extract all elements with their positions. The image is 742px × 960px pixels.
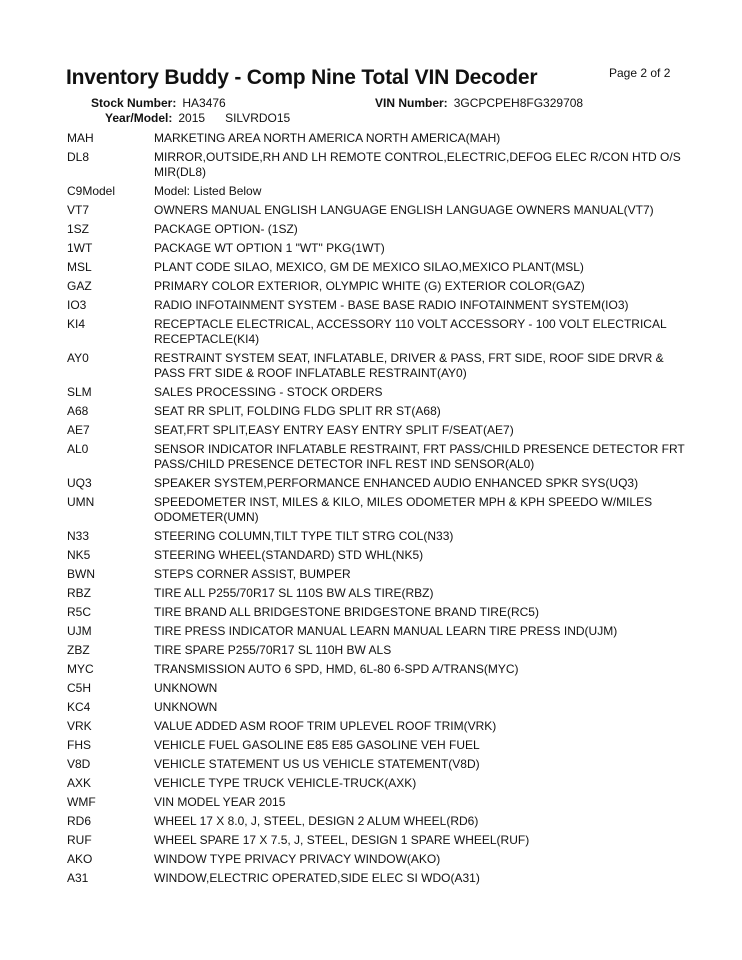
page-number: Page 2 of 2 bbox=[609, 66, 671, 80]
list-item bbox=[67, 203, 687, 218]
option-code: AL0 bbox=[67, 442, 89, 456]
option-code: NK5 bbox=[67, 548, 91, 562]
option-description: OWNERS MANUAL ENGLISH LANGUAGE ENGLISH LANGUAGE OWNERS MANUAL(VT7) bbox=[154, 203, 654, 217]
list-item bbox=[67, 624, 687, 639]
list-item bbox=[67, 385, 687, 400]
option-description: STEERING COLUMN,TILT TYPE TILT STRG COL(N33) bbox=[154, 529, 454, 543]
option-description: PLANT CODE SILAO, MEXICO, GM DE MEXICO SILAO,MEXICO PLANT(MSL) bbox=[154, 260, 584, 274]
page-title: Inventory Buddy - Comp Nine Total VIN Decoder bbox=[66, 66, 538, 89]
list-item bbox=[67, 495, 687, 525]
option-code-list bbox=[67, 131, 687, 890]
list-item bbox=[67, 279, 687, 294]
list-item bbox=[67, 719, 687, 734]
option-description: VEHICLE STATEMENT US US VEHICLE STATEMENT(V8D) bbox=[154, 757, 480, 771]
option-code: RD6 bbox=[67, 814, 92, 828]
option-description: WHEEL 17 X 8.0, J, STEEL, DESIGN 2 ALUM WHEEL(RD6) bbox=[154, 814, 479, 828]
list-item bbox=[67, 351, 687, 381]
option-description: UNKNOWN bbox=[154, 681, 218, 695]
option-code: KI4 bbox=[67, 317, 86, 331]
option-code: RUF bbox=[67, 833, 92, 847]
vin-number bbox=[375, 96, 583, 110]
list-item bbox=[67, 260, 687, 275]
option-code: AE7 bbox=[67, 423, 90, 437]
option-code: MSL bbox=[67, 260, 92, 274]
option-code: GAZ bbox=[67, 279, 92, 293]
option-code: UJM bbox=[67, 624, 92, 638]
option-description: RADIO INFOTAINMENT SYSTEM - BASE BASE RADIO INFOTAINMENT SYSTEM(IO3) bbox=[154, 298, 629, 312]
list-item bbox=[67, 423, 687, 438]
list-item bbox=[67, 586, 687, 601]
option-description: SEAT RR SPLIT, FOLDING FLDG SPLIT RR ST(A68) bbox=[154, 404, 441, 418]
option-code: AXK bbox=[67, 776, 92, 790]
list-item bbox=[67, 131, 687, 146]
option-description: VEHICLE TYPE TRUCK VEHICLE-TRUCK(AXK) bbox=[154, 776, 417, 790]
option-description: VIN MODEL YEAR 2015 bbox=[154, 795, 286, 809]
option-description: RESTRAINT SYSTEM SEAT, INFLATABLE, DRIVER & PASS, FRT SIDE, ROOF SIDE DRVR & PASS FRT SIDE & ROOF INFLATABLE RESTRAINT(AY0) bbox=[154, 351, 664, 380]
option-description: TIRE SPARE P255/70R17 SL 110H BW ALS bbox=[154, 643, 392, 657]
option-code: VT7 bbox=[67, 203, 90, 217]
year-value: 2015 bbox=[178, 111, 206, 125]
option-code: SLM bbox=[67, 385, 92, 399]
list-item bbox=[67, 567, 687, 582]
option-code: VRK bbox=[67, 719, 92, 733]
list-item bbox=[67, 605, 687, 620]
stock-number-label: Stock Number: bbox=[91, 96, 177, 110]
list-item bbox=[67, 222, 687, 237]
list-item bbox=[67, 184, 687, 199]
option-description: SPEEDOMETER INST, MILES & KILO, MILES ODOMETER MPH & KPH SPEEDO W/MILES ODOMETER(UMN) bbox=[154, 495, 653, 524]
option-description: PACKAGE WT OPTION 1 "WT" PKG(1WT) bbox=[154, 241, 385, 255]
list-item bbox=[67, 833, 687, 848]
option-description: Model: Listed Below bbox=[154, 184, 262, 198]
list-item bbox=[67, 814, 687, 829]
option-description: VALUE ADDED ASM ROOF TRIM UPLEVEL ROOF TRIM(VRK) bbox=[154, 719, 497, 733]
option-code: MAH bbox=[67, 131, 94, 145]
list-item bbox=[67, 548, 687, 563]
option-description: TIRE ALL P255/70R17 SL 110S BW ALS TIRE(RBZ) bbox=[154, 586, 434, 600]
list-item bbox=[67, 681, 687, 696]
option-description: PACKAGE OPTION- (1SZ) bbox=[154, 222, 298, 236]
option-description: MARKETING AREA NORTH AMERICA NORTH AMERICA(MAH) bbox=[154, 131, 501, 145]
list-item bbox=[67, 776, 687, 791]
option-code: ZBZ bbox=[67, 643, 90, 657]
option-code: BWN bbox=[67, 567, 95, 581]
option-code: C9Model bbox=[67, 184, 116, 198]
option-description: UNKNOWN bbox=[154, 700, 218, 714]
option-code: DL8 bbox=[67, 150, 90, 164]
option-description: TIRE PRESS INDICATOR MANUAL LEARN MANUAL LEARN TIRE PRESS IND(UJM) bbox=[154, 624, 618, 638]
list-item bbox=[67, 442, 687, 472]
option-description: SEAT,FRT SPLIT,EASY ENTRY EASY ENTRY SPLIT F/SEAT(AE7) bbox=[154, 423, 514, 437]
option-code: MYC bbox=[67, 662, 94, 676]
list-item bbox=[67, 643, 687, 658]
year-model-label: Year/Model: bbox=[105, 111, 173, 125]
list-item bbox=[67, 241, 687, 256]
option-description: SALES PROCESSING - STOCK ORDERS bbox=[154, 385, 383, 399]
list-item bbox=[67, 757, 687, 772]
stock-number-value: HA3476 bbox=[182, 96, 226, 110]
option-description: TIRE BRAND ALL BRIDGESTONE BRIDGESTONE BRAND TIRE(RC5) bbox=[154, 605, 539, 619]
option-code: UMN bbox=[67, 495, 95, 509]
option-description: VEHICLE FUEL GASOLINE E85 E85 GASOLINE VEH FUEL bbox=[154, 738, 480, 752]
option-description: SPEAKER SYSTEM,PERFORMANCE ENHANCED AUDIO ENHANCED SPKR SYS(UQ3) bbox=[154, 476, 639, 490]
list-item bbox=[67, 476, 687, 491]
option-description: TRANSMISSION AUTO 6 SPD, HMD, 6L-80 6-SPD A/TRANS(MYC) bbox=[154, 662, 519, 676]
option-description: RECEPTACLE ELECTRICAL, ACCESSORY 110 VOLT ACCESSORY - 100 VOLT ELECTRICAL RECEPTACLE(KI4) bbox=[154, 317, 667, 346]
option-code: C5H bbox=[67, 681, 92, 695]
option-description: WINDOW,ELECTRIC OPERATED,SIDE ELEC SI WDO(A31) bbox=[154, 871, 480, 885]
option-code: KC4 bbox=[67, 700, 91, 714]
option-code: RBZ bbox=[67, 586, 91, 600]
list-item bbox=[67, 871, 687, 886]
option-description: STEERING WHEEL(STANDARD) STD WHL(NK5) bbox=[154, 548, 424, 562]
list-item bbox=[67, 795, 687, 810]
option-description: MIRROR,OUTSIDE,RH AND LH REMOTE CONTROL,ELECTRIC,DEFOG ELEC R/CON HTD O/S MIR(DL8) bbox=[154, 150, 681, 179]
vin-number-value: 3GCPCPEH8FG329708 bbox=[453, 96, 584, 110]
model-value: SILVRDO15 bbox=[225, 111, 291, 125]
option-code: 1SZ bbox=[67, 222, 90, 236]
option-code: V8D bbox=[67, 757, 91, 771]
option-code: A31 bbox=[67, 871, 89, 885]
vin-number-label: VIN Number: bbox=[375, 96, 448, 110]
option-code: FHS bbox=[67, 738, 91, 752]
list-item bbox=[67, 150, 687, 180]
option-code: WMF bbox=[67, 795, 96, 809]
list-item bbox=[67, 529, 687, 544]
year-model bbox=[105, 111, 290, 125]
option-description: WHEEL SPARE 17 X 7.5, J, STEEL, DESIGN 1 SPARE WHEEL(RUF) bbox=[154, 833, 530, 847]
option-code: N33 bbox=[67, 529, 90, 543]
option-code: UQ3 bbox=[67, 476, 92, 490]
list-item bbox=[67, 404, 687, 419]
option-description: WINDOW TYPE PRIVACY PRIVACY WINDOW(AKO) bbox=[154, 852, 441, 866]
list-item bbox=[67, 317, 687, 347]
option-code: IO3 bbox=[67, 298, 87, 312]
option-code: 1WT bbox=[67, 241, 93, 255]
option-code: R5C bbox=[67, 605, 92, 619]
stock-number bbox=[91, 96, 226, 110]
option-code: AY0 bbox=[67, 351, 89, 365]
list-item bbox=[67, 852, 687, 867]
option-code: A68 bbox=[67, 404, 89, 418]
option-code: AKO bbox=[67, 852, 93, 866]
option-description: PRIMARY COLOR EXTERIOR, OLYMPIC WHITE (G) EXTERIOR COLOR(GAZ) bbox=[154, 279, 585, 293]
option-description: STEPS CORNER ASSIST, BUMPER bbox=[154, 567, 351, 581]
list-item bbox=[67, 298, 687, 313]
option-description: SENSOR INDICATOR INFLATABLE RESTRAINT, FRT PASS/CHILD PRESENCE DETECTOR FRT PASS/CHILD PRESENCE DETECTOR INFL REST IND SENSOR(AL0) bbox=[154, 442, 685, 471]
list-item bbox=[67, 662, 687, 677]
list-item bbox=[67, 738, 687, 753]
list-item bbox=[67, 700, 687, 715]
